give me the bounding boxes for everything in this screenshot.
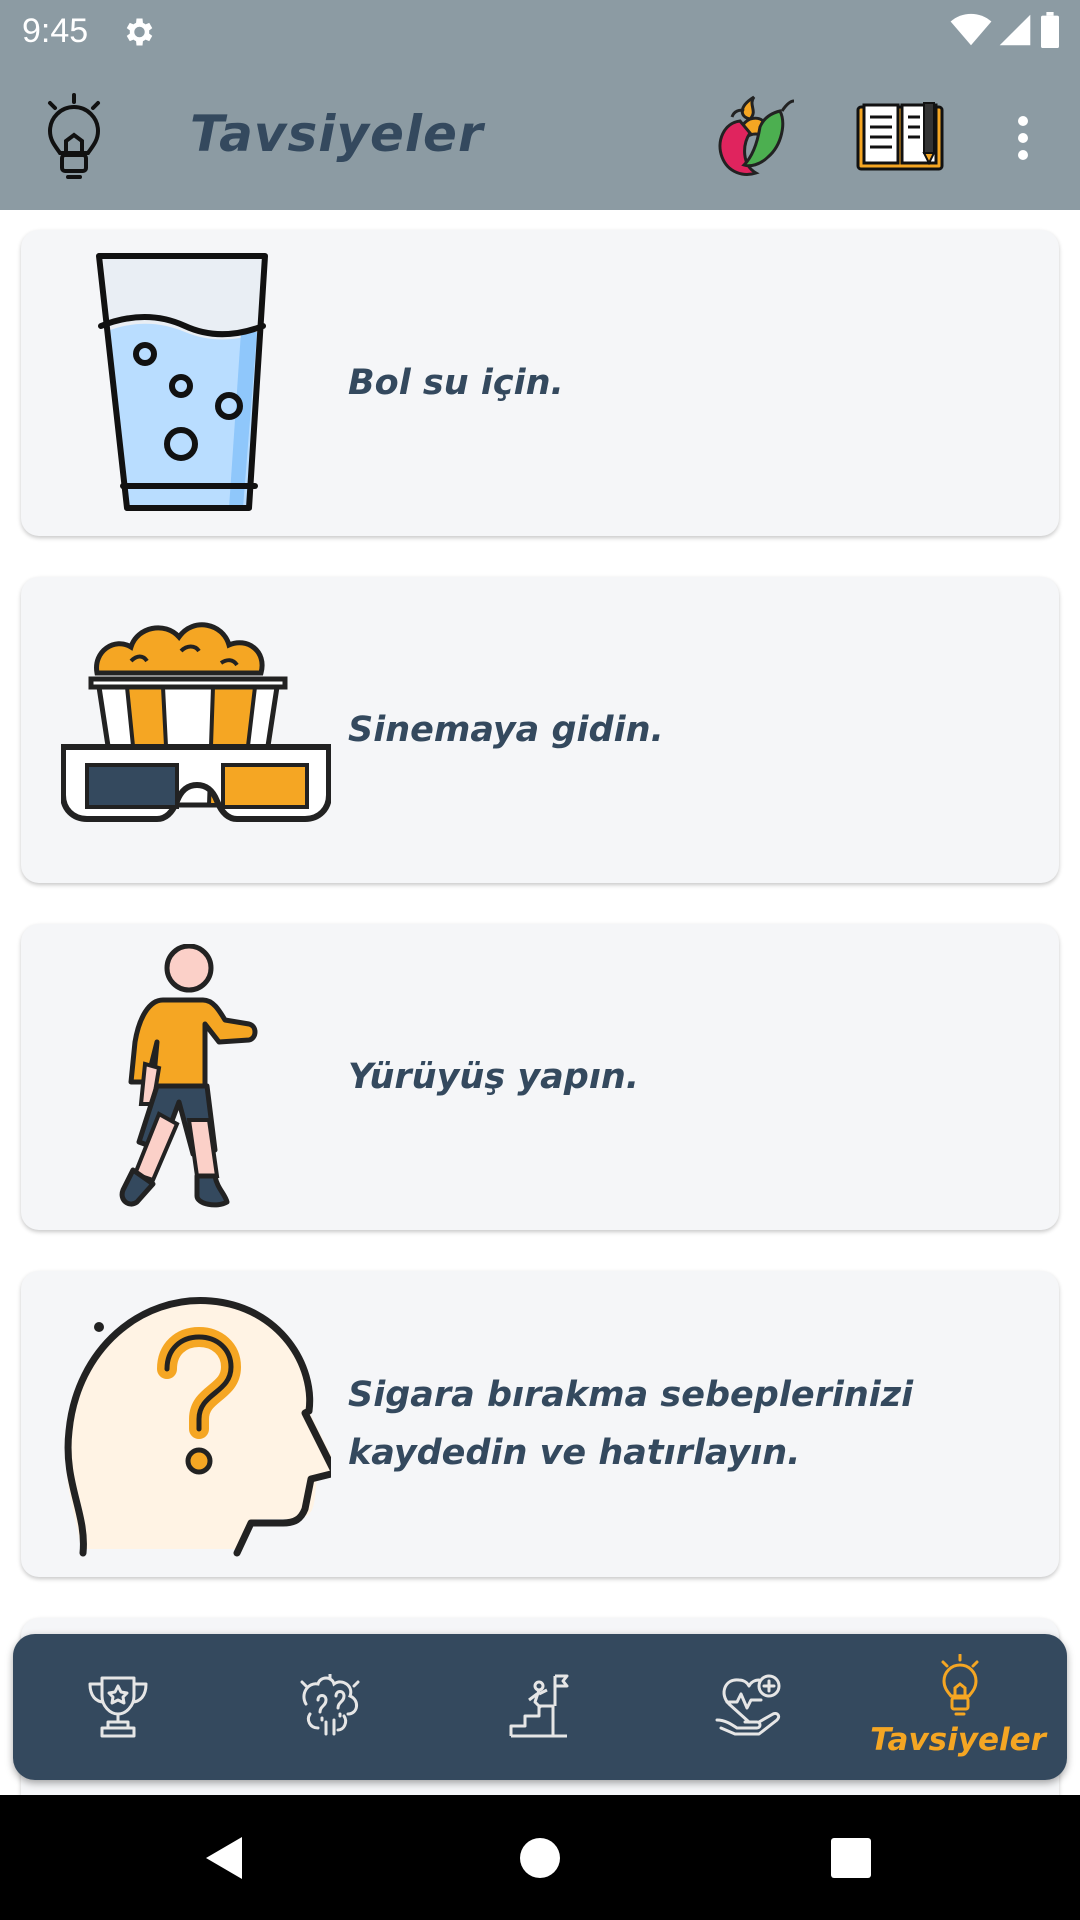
recents-icon[interactable] bbox=[831, 1838, 871, 1878]
tip-text: Sigara bırakma sebeplerinizi kaydedin ve hatırlayın. bbox=[348, 1375, 914, 1473]
tip-card-walking[interactable] bbox=[21, 924, 1059, 1230]
tip-text: Sinemaya gidin. bbox=[348, 710, 664, 750]
tips-list[interactable] bbox=[0, 210, 1080, 1795]
lightbulb-icon bbox=[937, 1654, 983, 1718]
walking-person-icon bbox=[61, 944, 331, 1210]
battery-icon bbox=[1038, 12, 1062, 48]
status-bar bbox=[0, 0, 1080, 63]
trophy-icon bbox=[84, 1672, 152, 1740]
stairs-goal-icon bbox=[509, 1672, 569, 1738]
signal-icon bbox=[997, 13, 1033, 47]
water-glass-icon bbox=[61, 250, 331, 516]
nav-item-ideas[interactable] bbox=[223, 1634, 433, 1780]
tip-text: Bol su için. bbox=[348, 363, 564, 403]
nav-item-trophy[interactable] bbox=[13, 1634, 223, 1780]
heart-care-icon bbox=[715, 1672, 783, 1738]
bottom-navigation bbox=[13, 1634, 1067, 1780]
app-bar bbox=[0, 63, 1080, 210]
head-question-icon bbox=[61, 1291, 331, 1557]
nav-item-goals[interactable] bbox=[433, 1634, 643, 1780]
tip-text: Yürüyüş yapın. bbox=[348, 1057, 640, 1097]
page-title: Tavsiyeler bbox=[190, 105, 484, 163]
status-time: 9:45 bbox=[22, 12, 89, 50]
nav-item-tips[interactable] bbox=[853, 1634, 1063, 1780]
popcorn-3d-glasses-icon bbox=[61, 597, 331, 863]
lightbulb-icon bbox=[40, 93, 108, 183]
nav-label-tips: Tavsiyeler bbox=[870, 1722, 1046, 1758]
gear-icon bbox=[120, 14, 156, 50]
tip-card-cinema[interactable] bbox=[21, 577, 1059, 883]
back-icon[interactable] bbox=[204, 1835, 244, 1881]
nav-item-health[interactable] bbox=[643, 1634, 853, 1780]
wifi-icon bbox=[950, 13, 992, 47]
status-icons bbox=[950, 12, 1062, 52]
system-navigation-bar bbox=[0, 1795, 1080, 1920]
tip-card-water[interactable] bbox=[21, 230, 1059, 536]
book-icon[interactable] bbox=[856, 101, 944, 173]
tip-card-reasons[interactable] bbox=[21, 1271, 1059, 1577]
home-icon[interactable] bbox=[519, 1837, 561, 1879]
more-vert-icon[interactable] bbox=[1005, 113, 1041, 163]
brain-ideas-icon bbox=[296, 1674, 364, 1738]
chili-pepper-icon[interactable] bbox=[710, 91, 796, 181]
